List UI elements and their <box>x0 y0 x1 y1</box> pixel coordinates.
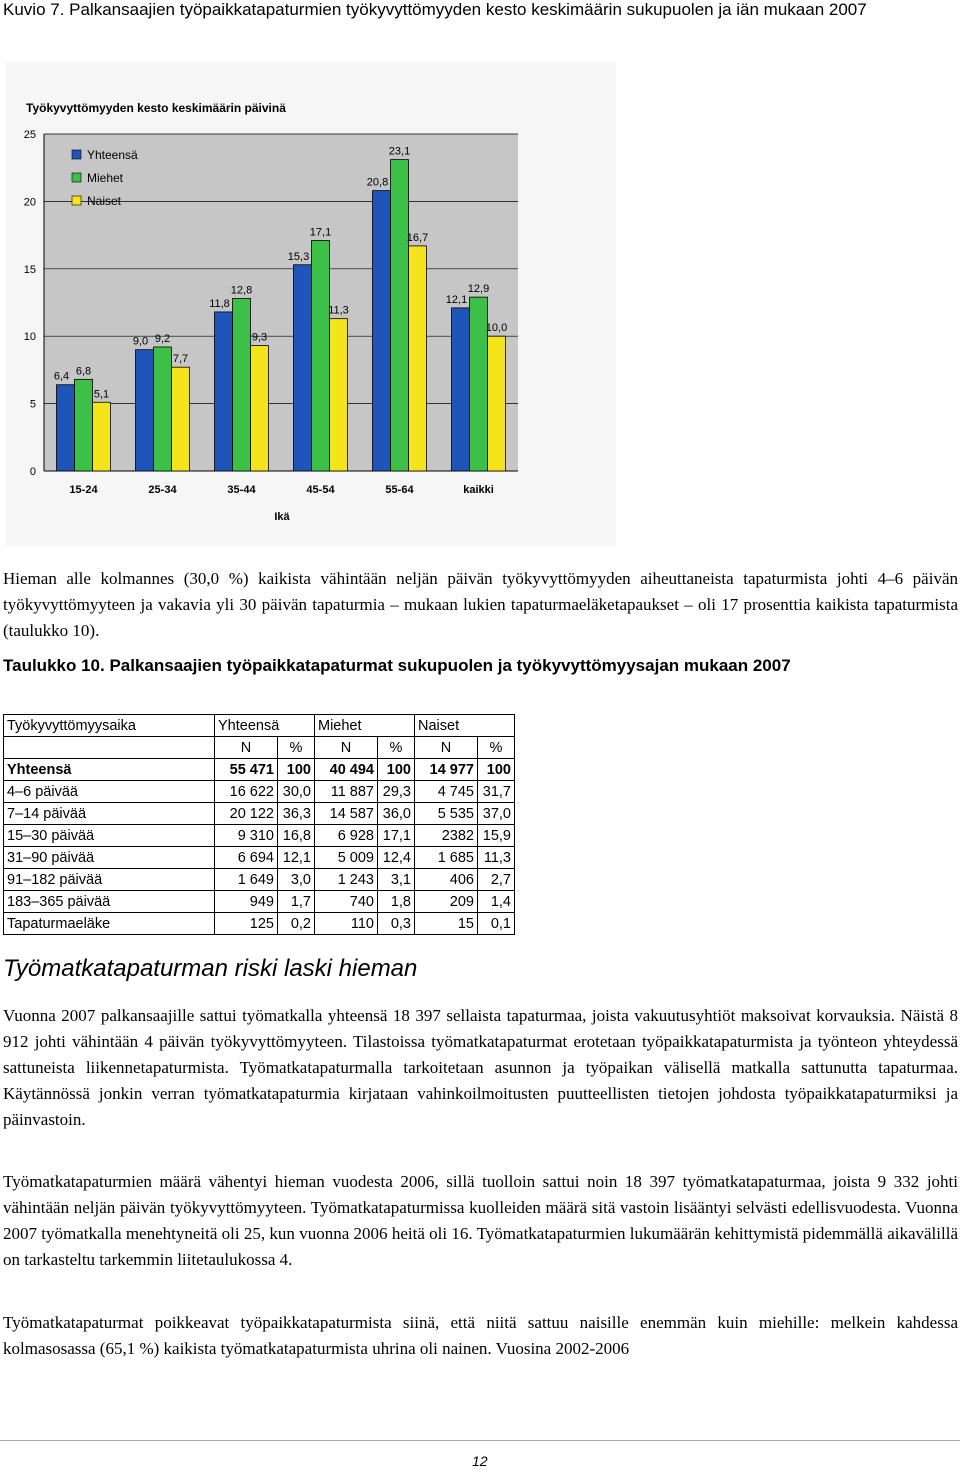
bar <box>75 379 93 471</box>
table-cell: 37,0 <box>478 803 515 825</box>
bar <box>409 246 427 471</box>
table-cell: 29,3 <box>378 781 415 803</box>
table-cell: 1,8 <box>378 891 415 913</box>
bar <box>136 350 154 471</box>
table-row <box>4 913 515 935</box>
table-cell: 14 587 <box>315 803 378 825</box>
table-cell: 0,2 <box>278 913 315 935</box>
bar <box>373 191 391 471</box>
table-row-label: 15–30 päivää <box>4 825 215 847</box>
data-table <box>3 714 515 935</box>
data-label: 17,1 <box>309 226 332 239</box>
table-cell: 1,4 <box>478 891 515 913</box>
table-cell: 16,8 <box>278 825 315 847</box>
table-cell: 36,0 <box>378 803 415 825</box>
table-row-label: 7–14 päivää <box>4 803 215 825</box>
data-label: 11,3 <box>328 304 349 317</box>
table-cell: 740 <box>315 891 378 913</box>
table-cell: 125 <box>215 913 278 935</box>
data-label: 12,9 <box>467 283 490 296</box>
bar <box>251 346 269 471</box>
table-cell: 11 887 <box>315 781 378 803</box>
table-row <box>4 869 515 891</box>
table-cell: 40 494 <box>315 759 378 781</box>
x-tick-label: 45-54 <box>306 484 335 496</box>
paragraph-commute-3: Työmatkatapaturmat poikkeavat työpaikkatapaturmista siinä, että niitä sattuu naisille enemmän kuin miehille: melkein kahdessa kolmasosassa (65,1 %) kaikista työmatkatapaturmista uhrina oli nainen. Vuosina 2002-2006 <box>3 1313 958 1358</box>
table-subheader-cell: % <box>478 737 515 759</box>
table-cell: 31,7 <box>478 781 515 803</box>
data-label: 23,1 <box>388 145 411 158</box>
data-label: 11,8 <box>209 297 230 310</box>
table-cell: 1 243 <box>315 869 378 891</box>
table-header-cell: Miehet <box>315 715 415 737</box>
y-tick-label: 15 <box>23 263 36 276</box>
bar <box>330 319 348 471</box>
table-cell: 3,0 <box>278 869 315 891</box>
table-cell: 406 <box>415 869 478 891</box>
data-label: 15,3 <box>287 250 310 263</box>
section-heading: Työmatkatapaturman riski laski hieman <box>3 955 418 982</box>
x-tick-label: kaikki <box>463 484 494 496</box>
table-cell: 2382 <box>415 825 478 847</box>
table-cell: 11,3 <box>478 847 515 869</box>
table-cell: 209 <box>415 891 478 913</box>
table-cell: 100 <box>478 759 515 781</box>
table-row <box>4 847 515 869</box>
paragraph-commute-1: Vuonna 2007 palkansaajille sattui työmatkalla yhteensä 18 397 sellaista tapaturmaa, joista vakuutusyhtiöt maksoivat korvauksia. Näistä 8 912 johti vähintään 4 päivän työkyvyttömyyteen. Tilastoissa työmatkatapaturmat erotetaan työpaikkatapaturmista ja työnteon yhteydessä sattuneista liikennetapaturmista. Työmatkatapaturmalla tarkoitetaan asunnon ja työpaikan välisellä matkalla sattunutta tapaturmaa. Käytännössä jonkin verran työmatkatapaturmia kirjataan vahinkoilmoitusten puutteellisten tietojen johdosta työpaikkatapaturmiksi ja päinvastoin. <box>3 1006 958 1129</box>
table-row <box>4 891 515 913</box>
table-cell: 5 535 <box>415 803 478 825</box>
y-tick-label: 0 <box>29 466 36 478</box>
bar <box>93 402 111 471</box>
x-tick-label: 55-64 <box>385 484 414 496</box>
table-row <box>4 759 515 781</box>
table-cell: 6 694 <box>215 847 278 869</box>
table-row-label: 91–182 päivää <box>4 869 215 891</box>
data-label: 20,8 <box>366 176 389 189</box>
footer-divider <box>0 1440 960 1441</box>
y-tick-label: 10 <box>23 331 36 344</box>
data-label: 12,8 <box>230 284 253 297</box>
x-tick-label: 15-24 <box>69 484 98 496</box>
bar <box>391 160 409 471</box>
table-cell: 4 745 <box>415 781 478 803</box>
data-label: 7,7 <box>172 353 189 366</box>
table-header-cell: Naiset <box>415 715 515 737</box>
chart-title: Työkyvyttömyyden kesto keskimäärin päivinä <box>26 101 286 115</box>
data-label: 10,0 <box>485 322 508 335</box>
data-label: 6,4 <box>53 370 70 383</box>
data-label: 12,1 <box>445 293 468 306</box>
table-header-cell: Työkyvyttömyysaika <box>4 715 215 737</box>
table-cell: 100 <box>278 759 315 781</box>
table-header-row <box>4 715 515 737</box>
table-header-cell: Yhteensä <box>215 715 315 737</box>
table-subheader-cell: N <box>315 737 378 759</box>
bar <box>312 240 330 471</box>
data-label: 9,0 <box>132 335 149 348</box>
legend-label: Yhteensä <box>87 148 138 162</box>
table-row <box>4 781 515 803</box>
paragraph-commute-2: Työmatkatapaturmien määrä vähentyi hieman vuodesta 2006, sillä tuolloin sattui noin 18 397 työmatkatapaturmaa, joista 9 332 johti vähintään neljän päivän työkyvyttömyyteen. Työmatkatapaturmissa kuolleiden määrä sitä vastoin lisääntyi selvästi edellisvuodesta. Vuonna 2007 työmatkalla menehtyneitä oli 25, kun vuonna 2006 heitä oli 16. Työmatkatapaturmien lukumäärän kehittymistä pidemmällä aikavälillä on tarkasteltu tarkemmin liitetaulukossa 4. <box>3 1172 958 1269</box>
table-cell: 1 649 <box>215 869 278 891</box>
bar-chart <box>0 58 620 548</box>
table-cell: 20 122 <box>215 803 278 825</box>
y-tick-label: 25 <box>23 129 36 141</box>
bar <box>57 385 75 471</box>
table-cell: 3,1 <box>378 869 415 891</box>
y-tick-label: 5 <box>29 398 36 411</box>
table-subheader-cell: N <box>215 737 278 759</box>
bar <box>488 336 506 471</box>
table-cell: 9 310 <box>215 825 278 847</box>
x-axis-label: Ikä <box>274 511 290 523</box>
table-subheader-cell: % <box>378 737 415 759</box>
x-tick-label: 25-34 <box>148 484 177 496</box>
table-cell: 12,4 <box>378 847 415 869</box>
table-row-label: Tapaturmaeläke <box>4 913 215 935</box>
table-cell: 0,1 <box>478 913 515 935</box>
legend-swatch <box>72 196 81 205</box>
table-cell: 17,1 <box>378 825 415 847</box>
table-cell: 949 <box>215 891 278 913</box>
table-cell: 16 622 <box>215 781 278 803</box>
bar <box>215 312 233 471</box>
legend-label: Naiset <box>87 194 122 208</box>
legend-swatch <box>72 150 81 159</box>
table-cell: 30,0 <box>278 781 315 803</box>
table-cell: 1,7 <box>278 891 315 913</box>
paragraph-intro: Hieman alle kolmannes (30,0 %) kaikista vähintään neljän päivän työkyvyttömyyden aiheuttaneista tapaturmista johti 4–6 päivän työkyvyttömyyteen ja vakavia yli 30 päivän tapaturmia – mukaan lukien tapaturmaeläketapaukset – oli 17 prosenttia kaikista tapaturmista (taulukko 10). <box>3 569 958 640</box>
table-row-label: 183–365 päivää <box>4 891 215 913</box>
table-subheader-cell: N <box>415 737 478 759</box>
table-cell: 1 685 <box>415 847 478 869</box>
table-title: Taulukko 10. Palkansaajien työpaikkatapaturmat sukupuolen ja työkyvyttömyysajan mukaan 2007 <box>3 656 791 675</box>
table-cell: 2,7 <box>478 869 515 891</box>
table-cell: 36,3 <box>278 803 315 825</box>
page-number: 12 <box>472 1453 488 1469</box>
bar <box>452 308 470 471</box>
table-cell: 5 009 <box>315 847 378 869</box>
data-label: 9,2 <box>154 332 171 345</box>
table-subheader-row <box>4 737 515 759</box>
bar <box>154 347 172 471</box>
table-cell: 110 <box>315 913 378 935</box>
table-row-label: 31–90 päivää <box>4 847 215 869</box>
table-cell: 6 928 <box>315 825 378 847</box>
table-row <box>4 803 515 825</box>
table-row-label: Yhteensä <box>4 759 215 781</box>
x-tick-label: 35-44 <box>227 484 256 496</box>
data-label: 9,3 <box>251 331 268 344</box>
table-subheader-cell-empty <box>4 737 215 759</box>
table-cell: 55 471 <box>215 759 278 781</box>
table-cell: 15,9 <box>478 825 515 847</box>
data-label: 5,1 <box>93 388 110 401</box>
table-cell: 14 977 <box>415 759 478 781</box>
table-row-label: 4–6 päivää <box>4 781 215 803</box>
table-row <box>4 825 515 847</box>
y-tick-label: 20 <box>23 196 36 209</box>
figure-title: Kuvio 7. Palkansaajien työpaikkatapaturmien työkyvyttömyyden kesto keskimäärin sukupuolen ja iän mukaan 2007 <box>3 0 867 19</box>
table-cell: 12,1 <box>278 847 315 869</box>
data-label: 6,8 <box>75 365 92 378</box>
bar <box>294 265 312 471</box>
bar <box>233 298 251 471</box>
legend-label: Miehet <box>87 171 124 185</box>
table-cell: 15 <box>415 913 478 935</box>
legend-swatch <box>72 173 81 182</box>
table-cell: 100 <box>378 759 415 781</box>
bar <box>172 367 190 471</box>
data-label: 16,7 <box>406 231 429 244</box>
table-subheader-cell: % <box>278 737 315 759</box>
table-cell: 0,3 <box>378 913 415 935</box>
